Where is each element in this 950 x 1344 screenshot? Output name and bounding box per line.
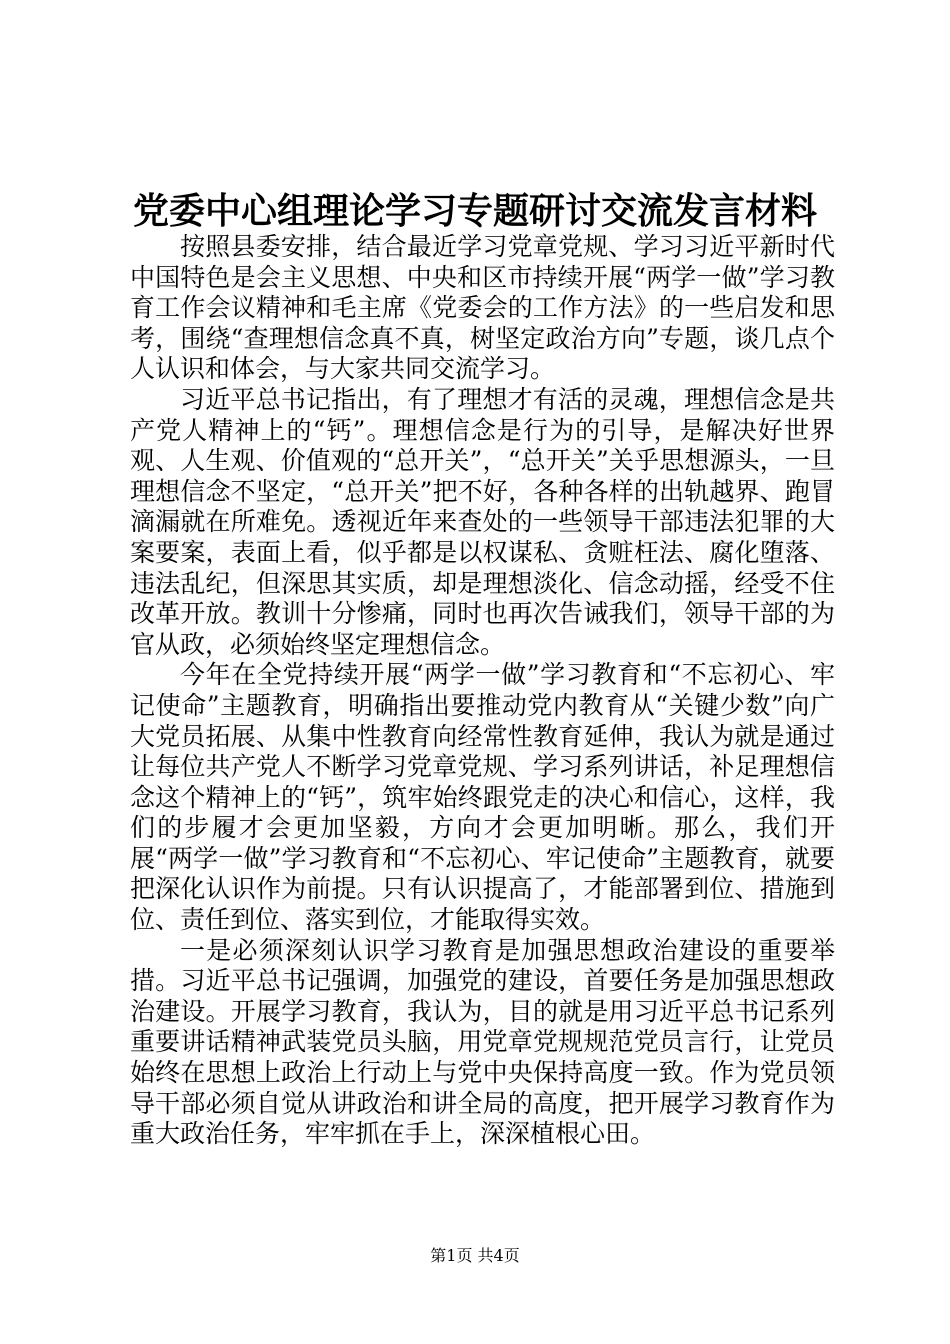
- paragraph: 按照县委安排，结合最近学习党章党规、学习习近平新时代中国特色是会主义思想、中央和区市持续开展“两学一做”学习教育工作会议精神和毛主席《党委会的工作方法》的一些启发和思考，围绕“查理想信念真不真，树坚定政治方向”专题，谈几点个人认识和体会，与大家共同交流学习。: [130, 232, 835, 384]
- document-body: [130, 232, 835, 1150]
- paragraph: 今年在全党持续开展“两学一做”学习教育和“不忘初心、牢记使命”主题教育，明确指出要推动党内教育从“关键少数”向广大党员拓展、从集中性教育向经常性教育延伸，我认为就是通过让每位共产党人不断学习党章党规、学习系列讲话，补足理想信念这个精神上的“钙”，筑牢始终跟党走的决心和信心，这样，我们的步履才会更加坚毅，方向才会更加明晰。那么，我们开展“两学一做”学习教育和“不忘初心、牢记使命”主题教育，就要把深化认识作为前提。只有认识提高了，才能部署到位、措施到位、责任到位、落实到位，才能取得实效。: [130, 660, 835, 935]
- page-footer: 第1页 共4页: [430, 1246, 520, 1265]
- paragraph: 习近平总书记指出，有了理想才有活的灵魂，理想信念是共产党人精神上的“钙”。理想信念是行为的引导，是解决好世界观、人生观、价值观的“总开关”，“总开关”关乎思想源头，一旦理想信念不坚定，“总开关”把不好，各种各样的出轨越界、跑冒滴漏就在所难免。透视近年来查处的一些领导干部违法犯罪的大案要案，表面上看，似乎都是以权谋私、贪赃枉法、腐化堕落、违法乱纪，但深思其实质，却是理想淡化、信念动摇，经受不住改革开放。教训十分惨痛，同时也再次告诫我们，领导干部的为官从政，必须始终坚定理想信念。: [130, 384, 835, 659]
- paragraph: 一是必须深刻认识学习教育是加强思想政治建设的重要举措。习近平总书记强调，加强党的建设，首要任务是加强思想政治建设。开展学习教育，我认为，目的就是用习近平总书记系列重要讲话精神武装党员头脑，用党章党规规范党员言行，让党员始终在思想上政治上行动上与党中央保持高度一致。作为党员领导干部必须自觉从讲政治和讲全局的高度，把开展学习教育作为重大政治任务，牢牢抓在手上，深深植根心田。: [130, 935, 835, 1149]
- document-title: 党委中心组理论学习专题研讨交流发言材料: [132, 190, 817, 232]
